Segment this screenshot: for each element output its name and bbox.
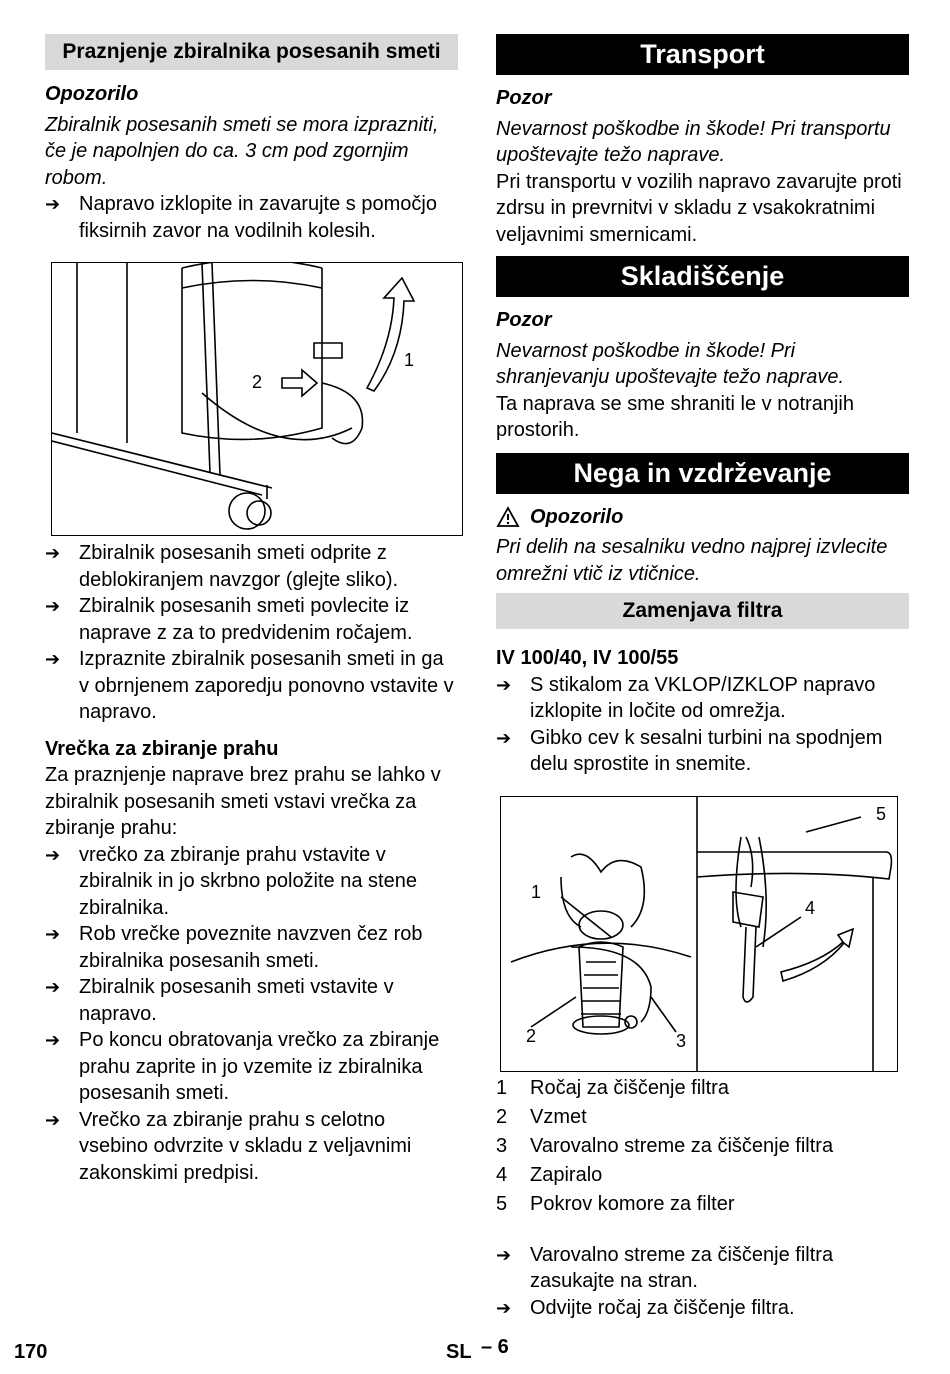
- warning-triangle-icon: [496, 506, 520, 528]
- figure-filter-replacement: [500, 796, 898, 1072]
- warning-label-row: Opozorilo: [496, 504, 909, 531]
- list-item: ➔ Vrečko za zbiranje prahu s celotno vsebino odvrzite v skladu z veljavnimi zakonskimi predpisi.: [45, 1107, 458, 1187]
- section-heading-transport: Transport: [496, 34, 909, 75]
- list-item: ➔ S stikalom za VKLOP/IZKLOP napravo izklopite in ločite od omrežja.: [496, 672, 909, 725]
- steps-after-figure: [45, 540, 458, 726]
- legend-item: 4 Zapiralo: [496, 1163, 603, 1186]
- section-heading-filter: Zamenjava filtra: [496, 593, 909, 629]
- list-item: ➔ Gibko cev k sesalni turbini na spodnjem delu sprostite in snemite.: [496, 725, 909, 778]
- arrow-right-icon: ➔: [496, 727, 512, 748]
- figure-callout-2: 2: [526, 1025, 537, 1046]
- figure-dust-container: [51, 262, 463, 536]
- transport-text: Pri transportu v vozilih napravo zavarujte proti zdrsu in prevrnitvi v skladu z vsakokratnimi veljavnimi smernicami.: [496, 170, 902, 246]
- arrow-right-icon: ➔: [45, 543, 61, 563]
- list-item: ➔ Zbiralnik posesanih smeti odprite z deblokiranjem navzgor (glejte sliko).: [45, 540, 458, 593]
- arrow-right-icon: ➔: [496, 674, 512, 695]
- list-item: ➔ Varovalno streme za čiščenje filtra zasukajte na stran.: [496, 1242, 909, 1295]
- page-number: 170: [14, 1341, 48, 1363]
- model-label: IV 100/40, IV 100/55: [496, 647, 679, 669]
- arrow-right-icon: ➔: [496, 1244, 512, 1265]
- warning-text: Pri delih na sesalniku vedno najprej izvlecite omrežni vtič iz vtičnice.: [496, 536, 888, 585]
- arrow-right-icon: ➔: [45, 924, 61, 944]
- arrow-right-icon: ➔: [496, 1297, 512, 1318]
- legend-item: 3 Varovalno streme za čiščenje filtra: [496, 1134, 834, 1157]
- section-heading-emptying: Praznjenje zbiralnika posesanih smeti: [45, 34, 458, 70]
- section-heading-maintenance: Nega in vzdrževanje: [496, 453, 909, 494]
- caution-label: Pozor: [496, 87, 552, 109]
- figure-callout-4: 4: [805, 897, 816, 918]
- vacuum-container-illustration: [52, 263, 462, 535]
- arrow-right-icon: ➔: [45, 596, 61, 616]
- figure-callout-5: 5: [876, 803, 887, 824]
- dust-bag-steps: [45, 842, 458, 1187]
- caution-label: Pozor: [496, 309, 552, 331]
- right-column: [496, 34, 909, 1321]
- list-item: ➔ Izpraznite zbiralnik posesanih smeti in ga v obrnjenem zaporedju ponovno vstavite v napravo.: [45, 646, 458, 726]
- arrow-right-icon: ➔: [45, 194, 61, 214]
- legend-item: 2 Vzmet: [496, 1105, 587, 1128]
- list-item: ➔ Zbiralnik posesanih smeti vstavite v napravo.: [45, 974, 458, 1027]
- list-item: ➔ Po koncu obratovanja vrečko za zbiranje prahu zaprite in jo vzemite iz zbiralnika posesanih smeti.: [45, 1027, 458, 1107]
- caution-text: Nevarnost poškodbe in škode! Pri shranjevanju upoštevajte težo naprave.: [496, 339, 845, 388]
- list-item: ➔ vrečko za zbiranje prahu vstavite v zbiralnik in jo skrbno položite na stene zbiralnika.: [45, 842, 458, 922]
- storage-text: Ta naprava se sme shraniti le v notranjih prostorih.: [496, 392, 854, 441]
- figure-callout-1: 1: [404, 350, 415, 370]
- legend-item: 1 Ročaj za čiščenje filtra: [496, 1076, 729, 1099]
- arrow-right-icon: ➔: [45, 844, 61, 865]
- list-item: ➔ Odvijte ročaj za čiščenje filtra.: [496, 1295, 909, 1322]
- figure-legend: [496, 1074, 909, 1219]
- section-heading-storage: Skladiščenje: [496, 256, 909, 297]
- list-item: ➔ Napravo izklopite in zavarujte s pomočjo fiksirnih zavor na vodilnih kolesih.: [45, 191, 458, 244]
- caution-text: Nevarnost poškodbe in škode! Pri transportu upoštevajte težo naprave.: [496, 117, 891, 166]
- arrow-right-icon: ➔: [45, 1109, 61, 1130]
- list-item: ➔ Zbiralnik posesanih smeti povlecite iz naprave z za to predvidenim ročajem.: [45, 593, 458, 646]
- warning-label: Opozorilo: [45, 83, 139, 105]
- list-item: ➔ Rob vrečke poveznite navzven čez rob zbiralnika posesanih smeti.: [45, 921, 458, 974]
- language-code: SL: [446, 1341, 472, 1363]
- filter-illustration: [501, 797, 897, 1071]
- warning-text: Zbiralnik posesanih smeti se mora izprazniti, če je napolnjen do ca. 3 cm pod zgornjim robom.: [45, 113, 439, 189]
- filter-steps: [496, 672, 909, 778]
- subheading-dust-bag: Vrečka za zbiranje prahu: [45, 737, 279, 760]
- left-column: [45, 34, 458, 1186]
- figure-callout-2: 2: [252, 372, 263, 392]
- arrow-right-icon: ➔: [45, 649, 61, 669]
- arrow-right-icon: ➔: [45, 1030, 61, 1050]
- figure-callout-3: 3: [676, 1030, 687, 1051]
- arrow-right-icon: ➔: [45, 977, 61, 997]
- dust-bag-intro: Za praznjenje naprave brez prahu se lahko v zbiralnik posesanih smeti vstavi vrečka za zbiranje prahu:: [45, 764, 441, 839]
- sub-page-number: – 6: [481, 1336, 509, 1358]
- figure-callout-1: 1: [531, 881, 542, 902]
- legend-item: 5 Pokrov komore za filter: [496, 1192, 735, 1215]
- final-steps: [496, 1242, 909, 1322]
